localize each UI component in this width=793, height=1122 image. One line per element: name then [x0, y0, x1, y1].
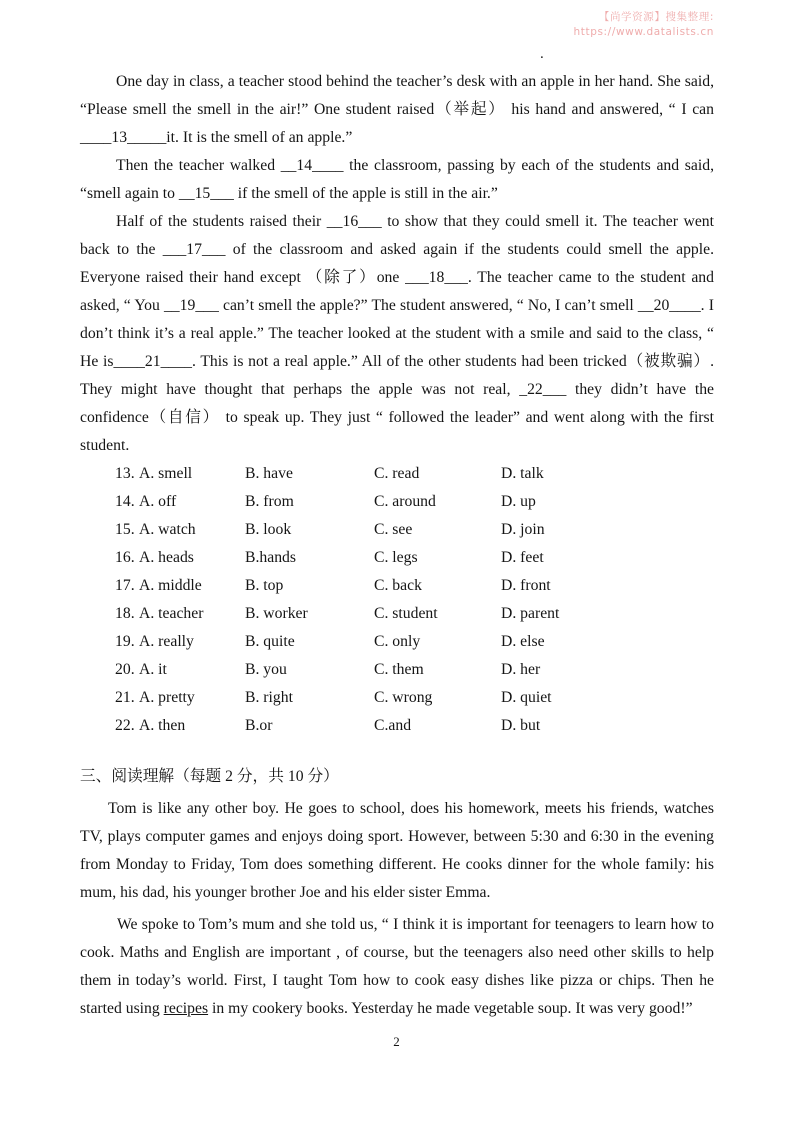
option-row [115, 628, 714, 656]
option-choice-d: D. up [501, 493, 536, 510]
option-choice-c: C. around [374, 493, 436, 510]
reading-paragraph-2 [80, 911, 714, 1023]
option-choice-c: C. legs [374, 549, 418, 566]
option-choice-c: C. read [374, 465, 420, 482]
option-choice-a: A. middle [139, 577, 202, 594]
section-title-reading-comprehension: 三、阅读理解（每题 2 分，共 10 分） [80, 768, 339, 785]
option-choice-b: B. look [245, 521, 292, 538]
option-choice-c: C. student [374, 605, 438, 622]
option-choice-a: A. teacher [139, 605, 204, 622]
option-row [115, 712, 714, 740]
option-number: 18. [115, 605, 135, 622]
option-choice-b: B. right [245, 689, 293, 706]
reading-paragraph-1: Tom is like any other boy. He goes to school, does his homework, meets his friends, watches TV, plays computer games and enjoys doing sport. However, between 5:30 and 6:30 in the evening from Monday to Friday, Tom does something different. He cooks dinner for the whole family: his mum, his dad, his younger brother Joe and his elder sister Emma. [80, 800, 714, 901]
option-choice-b: B.hands [245, 549, 296, 566]
option-choice-b: B. from [245, 493, 294, 510]
option-choice-a: A. watch [139, 521, 196, 538]
option-number: 20. [115, 661, 135, 678]
option-choice-b: B.or [245, 717, 273, 734]
reading-p2-text-post: in my cookery books. Yesterday he made vegetable soup. It was very good!” [208, 1000, 693, 1017]
option-choice-d: D. but [501, 717, 541, 734]
option-row [115, 684, 714, 712]
option-number: 19. [115, 633, 135, 650]
option-choice-d: D. parent [501, 605, 560, 622]
reading-p2-underlined-word: recipes [163, 1000, 209, 1017]
option-row [115, 656, 714, 684]
option-choice-c: C. see [374, 521, 413, 538]
option-row [115, 488, 714, 516]
option-choice-d: D. her [501, 661, 541, 678]
reading-p2-text-pre: We spoke to Tom’s mum and she told us, “ I think it is important for teenagers to learn how to cook. Maths and English are important , of course, but the teenagers also need other skills to help them in today’s world. First, I taught Tom how to cook easy dishes like pizza or chips. Then he started using [80, 916, 714, 1017]
option-choice-d: D. talk [501, 465, 544, 482]
option-row [115, 460, 714, 488]
cloze-paragraph-3: Half of the students raised their __16___ to show that they could smell it. The teacher went back to the ___17___ of the classroom and asked again if the students could smell the apple. Everyone raised their hand except （除了）one ___18___. The teacher came to the student and asked, “ You __19___ can’t smell the apple?” The student answered, “ No, I can’t smell __20____. I don’t think it’s a real apple.” The teacher looked at the student with a smile and said to the class, “ He is____21____. This is not a real apple.” All of the other students had been tricked（被欺骗）. They might have thought that perhaps the apple was not real, _22___ they didn’t have the confidence（自信） to speak up. They just “ followed the leader” and went along with the first student. [80, 213, 714, 454]
option-row [115, 572, 714, 600]
option-choice-b: B. quite [245, 633, 295, 650]
option-choice-a: A. really [139, 633, 194, 650]
option-choice-b: B. top [245, 577, 284, 594]
option-choice-d: D. join [501, 521, 545, 538]
option-choice-c: C. wrong [374, 689, 433, 706]
watermark-source-label: 【尚学资源】搜集整理: [598, 11, 714, 23]
option-choice-d: D. feet [501, 549, 544, 566]
cloze-paragraph-1: One day in class, a teacher stood behind the teacher’s desk with an apple in her hand. She said, “Please smell the smell in the air!” One student raised（举起） his hand and answered, “ I can ____13_____it. It is the smell of an apple.” [80, 73, 714, 146]
option-choice-c: C. back [374, 577, 422, 594]
option-number: 15. [115, 521, 135, 538]
option-choice-c: C.and [374, 717, 412, 734]
option-number: 13. [115, 465, 135, 482]
watermark-url: https://www.datalists.cn [573, 26, 714, 38]
option-choice-a: A. heads [139, 549, 194, 566]
option-choice-a: A. it [139, 661, 167, 678]
watermark [574, 10, 714, 40]
option-row [115, 516, 714, 544]
cloze-options-list [115, 460, 714, 740]
option-choice-c: C. only [374, 633, 421, 650]
option-choice-d: D. else [501, 633, 545, 650]
option-choice-b: B. worker [245, 605, 308, 622]
page-number: 2 [393, 1034, 400, 1049]
option-number: 17. [115, 577, 135, 594]
cloze-paragraph-2: Then the teacher walked __14____ the classroom, passing by each of the students and said, “smell again to __15___ if the smell of the apple is still in the air.” [80, 157, 714, 202]
option-choice-a: A. then [139, 717, 186, 734]
option-number: 22. [115, 717, 135, 734]
option-choice-d: D. front [501, 577, 551, 594]
option-choice-c: C. them [374, 661, 424, 678]
page-content [80, 68, 714, 1023]
option-number: 21. [115, 689, 135, 706]
option-choice-a: A. smell [139, 465, 193, 482]
option-choice-a: A. off [139, 493, 177, 510]
option-choice-a: A. pretty [139, 689, 195, 706]
option-row [115, 600, 714, 628]
stray-dot: . [540, 46, 544, 62]
option-number: 16. [115, 549, 135, 566]
option-choice-b: B. have [245, 465, 293, 482]
option-choice-b: B. you [245, 661, 287, 678]
option-number: 14. [115, 493, 135, 510]
option-row [115, 544, 714, 572]
option-choice-d: D. quiet [501, 689, 552, 706]
